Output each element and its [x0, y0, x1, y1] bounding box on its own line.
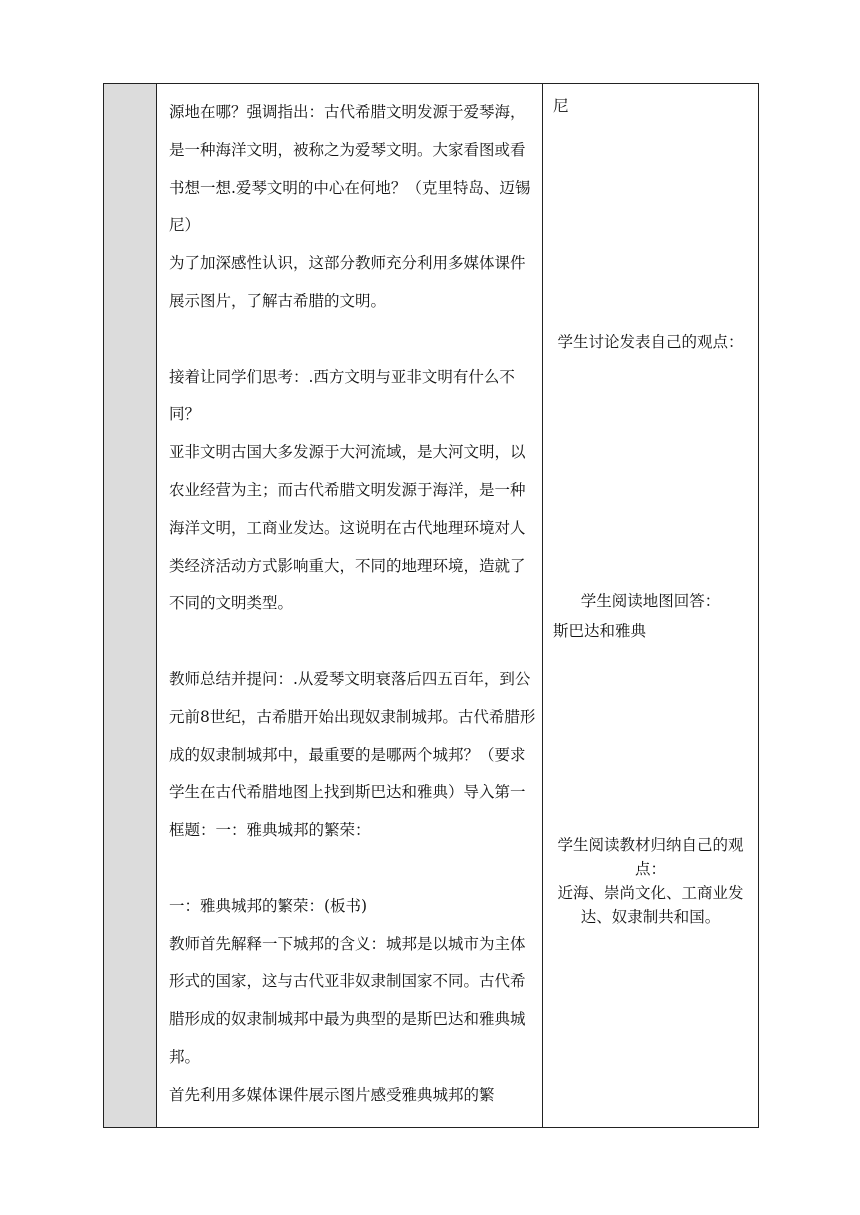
student-activity-cell: [543, 84, 759, 1128]
teaching-process-cell: [157, 84, 543, 1128]
teaching-process-text: [157, 84, 542, 1115]
paragraph-river-vs-sea: 亚非文明古国大多发源于大河流域，是大河文明，以农业经营为主；而古代希腊文明发源于海洋，是一种海洋文明，工商业发达。这说明在古代地理环境对人类经济活动方式影响重大，不同的地理环境，造就了不同的文明类型。: [169, 443, 526, 613]
left-margin-cell: [104, 84, 157, 1128]
paragraph-multimedia-1: 为了加深感性认识，这部分教师充分利用多媒体课件展示图片，了解古希腊的文明。: [169, 254, 526, 310]
student-note-4: 学生阅读教材归纳自己的观点： 近海、崇尚文化、工商业发达、奴隶制共和国。: [557, 836, 744, 926]
paragraph-city-state-definition: 教师首先解释一下城邦的含义：城邦是以城市为主体形式的国家，这与古代亚非奴隶制国家不同。古代希腊形成的奴隶制城邦中最为典型的是斯巴达和雅典城邦。: [169, 934, 526, 1066]
paragraph-board-heading: 一：雅典城邦的繁荣：(板书): [169, 896, 368, 915]
paragraph-question-west-east: 接着让同学们思考：.西方文明与亚非文明有什么不同？: [169, 367, 515, 424]
student-note-3: 学生阅读地图回答： 斯巴达和雅典: [553, 592, 721, 640]
paragraph-city-state-question: 教师总结并提问：.从爱琴文明衰落后四五百年，到公元前8世纪，古希腊开始出现奴隶制城邦。古代希腊形成的奴隶制城邦中，最重要的是哪两个城邦？（要求学生在古代希腊地图上找到斯巴达和雅典）导入第一框题：一：雅典城邦的繁荣：: [169, 669, 536, 840]
student-note-1: 尼: [553, 97, 569, 115]
paragraph-multimedia-2: 首先利用多媒体课件展示图片感受雅典城邦的繁: [169, 1085, 495, 1104]
lesson-plan-table: [103, 83, 759, 1128]
student-note-2: 学生讨论发表自己的观点：: [557, 333, 744, 351]
paragraph-aegean-origin: 源地在哪？强调指出：古代希腊文明发源于爱琴海，是一种海洋文明，被称之为爱琴文明。大家看图或看书想一想.爱琴文明的中心在何地？（克里特岛、迈锡尼）: [169, 103, 531, 235]
